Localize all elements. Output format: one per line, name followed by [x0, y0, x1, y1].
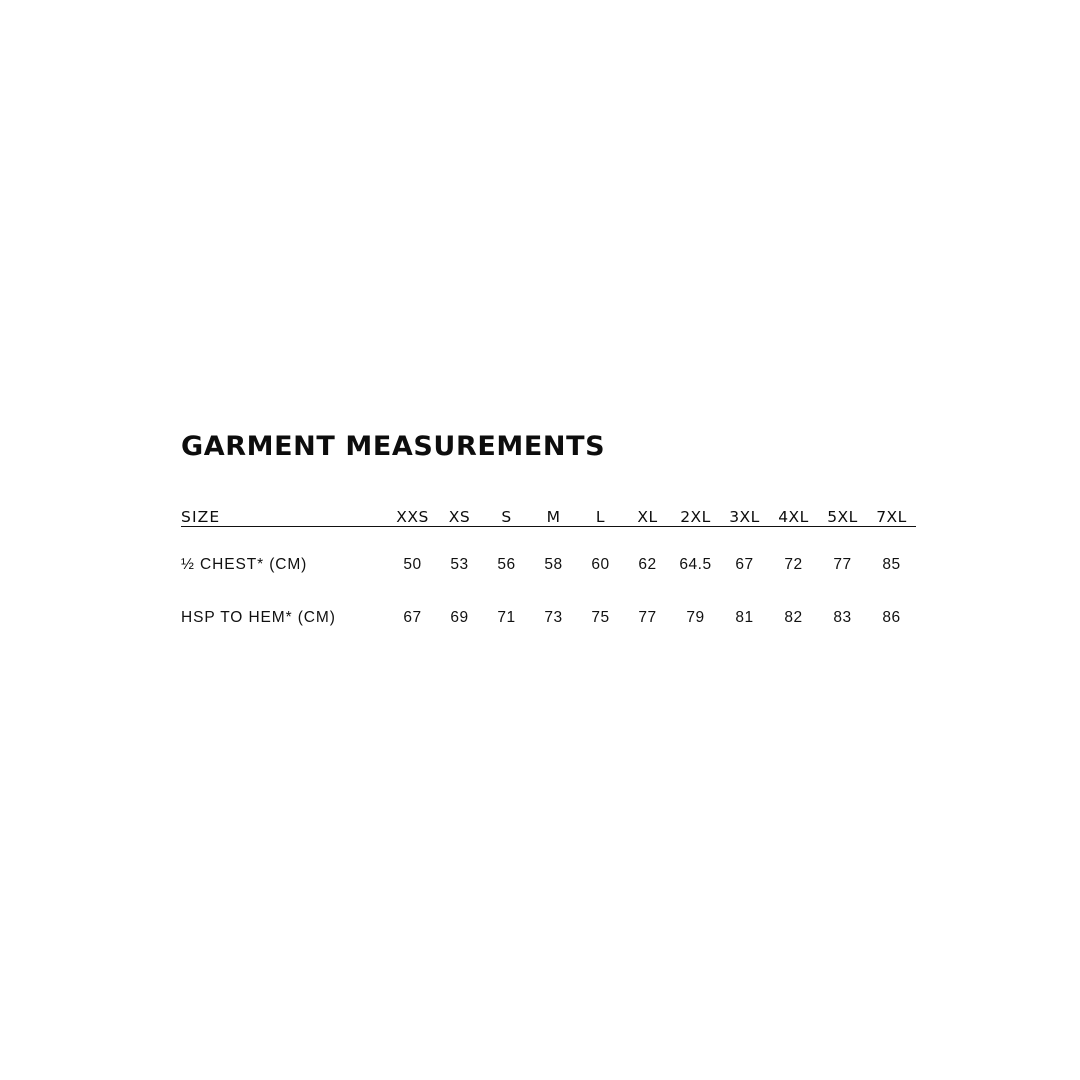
- cell-half-chest-xs: 53: [450, 556, 469, 574]
- cell-hsp-to-hem-m: 73: [544, 609, 563, 627]
- column-header-5xl: 5XL: [827, 507, 858, 526]
- cell-hsp-to-hem-7xl: 86: [882, 609, 901, 627]
- column-header-xl: XL: [637, 507, 658, 526]
- size-chart-content: [181, 432, 907, 645]
- cell-half-chest-l: 60: [591, 556, 610, 574]
- cell-hsp-to-hem-xs: 69: [450, 609, 469, 627]
- cell-half-chest-3xl: 67: [735, 556, 754, 574]
- cell-half-chest-xxs: 50: [403, 556, 422, 574]
- column-header-4xl: 4XL: [778, 507, 809, 526]
- cell-hsp-to-hem-xxs: 67: [403, 609, 422, 627]
- column-header-xs: XS: [448, 507, 471, 526]
- column-header-size: SIZE: [181, 507, 221, 526]
- column-header-m: M: [546, 507, 561, 526]
- table-row: [181, 592, 916, 645]
- column-header-2xl: 2XL: [680, 507, 711, 526]
- table-body: [181, 526, 916, 645]
- column-header-7xl: 7XL: [876, 507, 907, 526]
- page-title: GARMENT MEASUREMENTS: [181, 431, 606, 462]
- cell-hsp-to-hem-l: 75: [591, 609, 610, 627]
- cell-hsp-to-hem-s: 71: [497, 609, 516, 627]
- table-header: [181, 508, 916, 527]
- cell-half-chest-s: 56: [497, 556, 516, 574]
- cell-hsp-to-hem-5xl: 83: [833, 609, 852, 627]
- column-header-3xl: 3XL: [729, 507, 760, 526]
- cell-hsp-to-hem-4xl: 82: [784, 609, 803, 627]
- cell-half-chest-4xl: 72: [784, 556, 803, 574]
- cell-half-chest-7xl: 85: [882, 556, 901, 574]
- cell-hsp-to-hem-xl: 77: [638, 609, 657, 627]
- cell-half-chest-xl: 62: [638, 556, 657, 574]
- row-label-hsp-to-hem: HSP TO HEM* (CM): [181, 609, 336, 627]
- cell-half-chest-5xl: 77: [833, 556, 852, 574]
- table-header-row: [181, 508, 916, 527]
- garment-measurements-table: [181, 508, 916, 645]
- column-header-xxs: XXS: [396, 507, 429, 526]
- table-row: [181, 526, 916, 592]
- column-header-s: S: [501, 507, 512, 526]
- cell-half-chest-m: 58: [544, 556, 563, 574]
- row-label-half-chest: ½ CHEST* (CM): [181, 556, 308, 574]
- cell-hsp-to-hem-3xl: 81: [735, 609, 754, 627]
- column-header-l: L: [595, 507, 606, 526]
- cell-hsp-to-hem-2xl: 79: [686, 609, 705, 627]
- cell-half-chest-2xl: 64.5: [679, 556, 712, 574]
